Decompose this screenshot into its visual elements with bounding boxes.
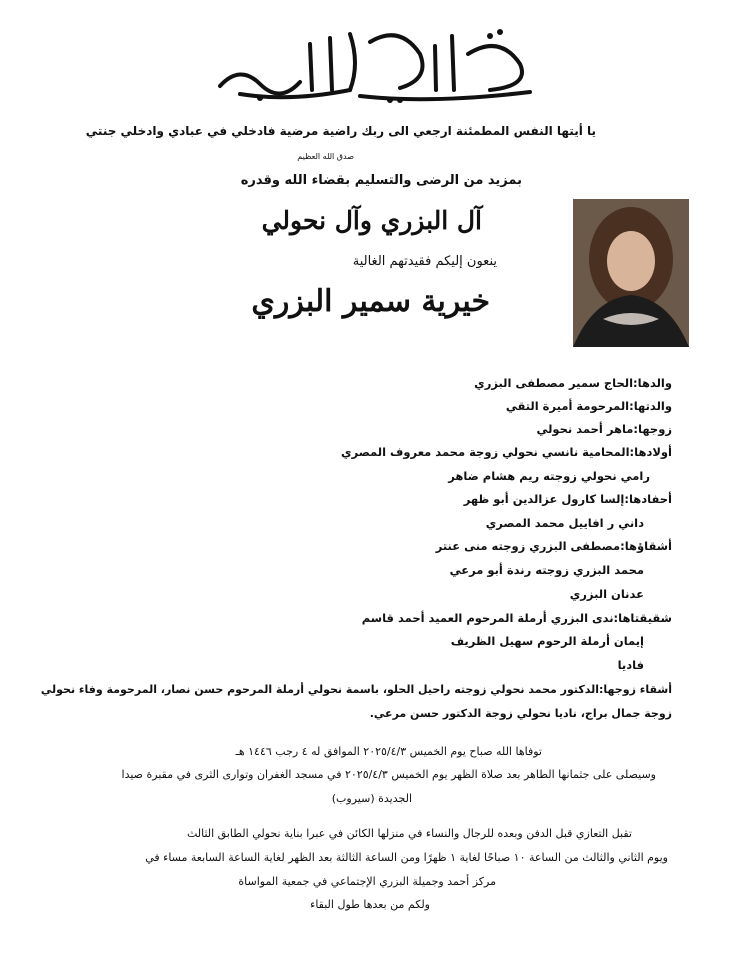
relative-line: إيمان أرملة الرحوم سهيل الظريف [450, 634, 644, 648]
condolence-line: مركز أحمد وجميلة البزري الإجتماعي في جمعية المواساة [238, 875, 496, 888]
relative-line: رامي نحولي زوجته ريم هشام ضاهر [448, 469, 650, 483]
verse-source: صدق الله العظيم [297, 152, 354, 161]
relative-line: أشقاؤها:مصطفى البزري زوجته منى عنتر [435, 539, 672, 553]
quran-verse: يا أيتها النفس المطمئنة ارجعي الى ربك راضية مرضية فادخلي في عبادي وادخلي جنتي [85, 124, 596, 138]
burial-line2: الجديدة (سيروب) [331, 792, 412, 805]
relative-line: زوجها:ماهر أحمد نحولي [536, 422, 672, 436]
relative-line: محمد البزري زوجته رندة أبو مرعي [449, 563, 644, 577]
calligraphy-logo [200, 24, 550, 106]
relative-line: عدنان البزري [569, 587, 644, 601]
burial-line1: وسيصلى على جثمانها الطاهر بعد صلاة الظهر يوم الخميس ٢٠٢٥/٤/٣ في مسجد الغفران وتوارى الثرى في مقبرة صيدا [121, 768, 656, 781]
relative-line: أحفادها:إلسا كارول عزالدين أبو ظهر [463, 492, 672, 506]
families-heading: آل البزري وآل نحولي [261, 206, 482, 235]
relative-line: شقيقتاها:ندى البزري أرملة المرحوم العميد أحمد قاسم [361, 611, 672, 625]
deceased-name: خيرية سمير البزري [251, 284, 490, 319]
relative-line: أولادها:المحامية نانسي نحولي زوجة محمد معروف المصري [341, 445, 672, 459]
mourn-line: ينعون إليكم فقيدتهم الغالية [352, 254, 497, 269]
condolence-line: تقبل التعازي قبل الدفن وبعده للرجال والنساء في منزلها الكائن في عبرا بناية نحولي الطابق الثالث [186, 827, 632, 840]
relative-line: داني ر افاييل محمد المصري [485, 516, 644, 530]
relative-line: والدها:الحاج سمير مصطفى البزري [474, 376, 672, 390]
in-laws-line2: زوجة جمال براج، ناديا نحولي زوجة الدكتور حسن مرعي. [369, 707, 672, 720]
portrait-photo [573, 199, 689, 347]
intro-line: بمزيد من الرضى والتسليم بقضاء الله وقدره [240, 173, 522, 188]
condolence-line: ويوم الثاني والثالث من الساعة ١٠ صباحًا لغاية ١ ظهرًا ومن الساعة الثالثة بعد الظهر لغاية الساعة السابعة مساء في [145, 851, 668, 864]
relative-line: والدتها:المرحومة أميرة التقي [505, 399, 672, 413]
death-date: توفاها الله صباح يوم الخميس ٢٠٢٥/٤/٣ الموافق له ٤ رجب ١٤٤٦ هـ [235, 745, 542, 758]
relative-line: فاديا [617, 658, 644, 672]
condolence-line: ولكم من بعدها طول البقاء [310, 898, 430, 911]
in-laws-line1: أشقاء زوجها:الدكتور محمد نحولي زوجته راحيل الحلو، باسمة نحولي أرملة المرحوم حسن نصار، المرحومة وفاء نحولي [40, 683, 672, 696]
